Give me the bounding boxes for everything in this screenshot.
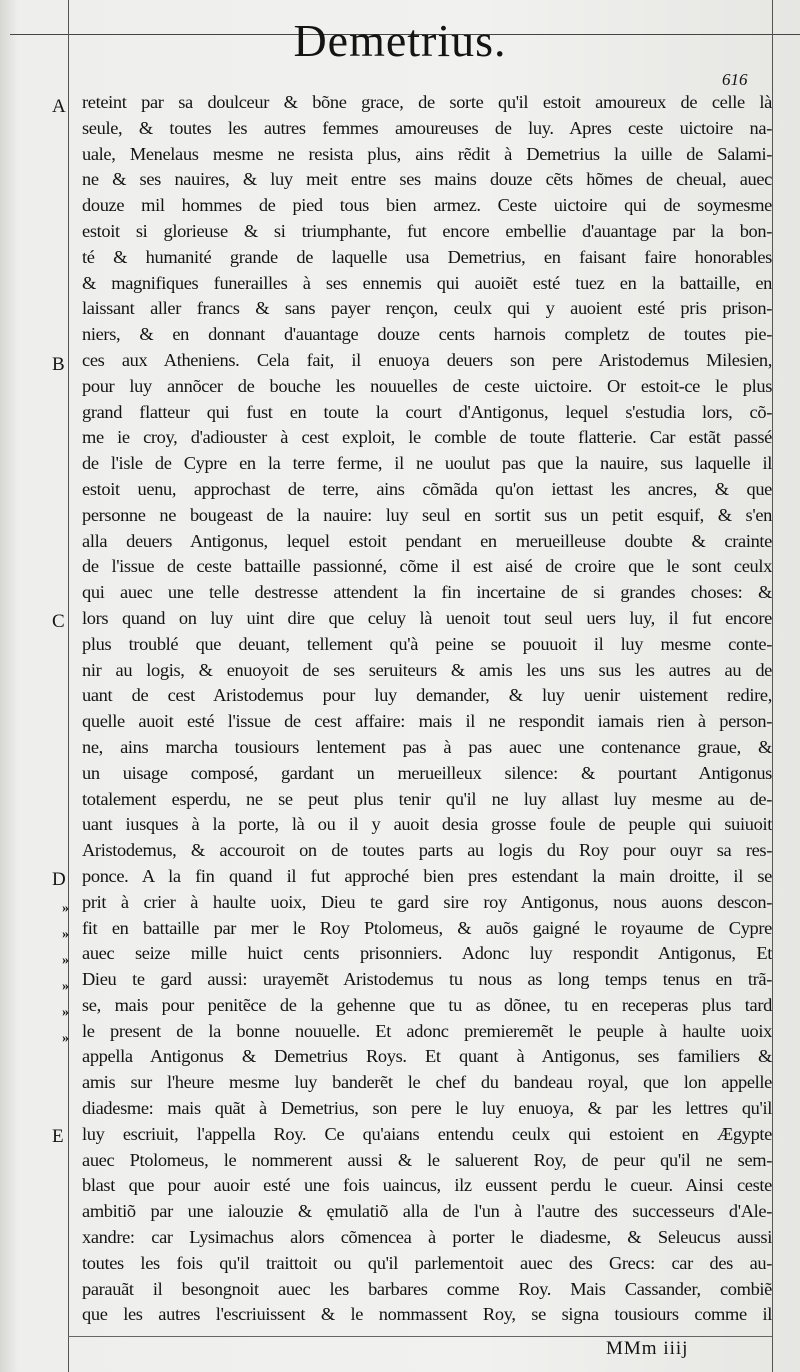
text-line: uale, Menelaus mesme ne resista plus, ains rẽdit à Demetrius la uille de Salami- [82, 143, 772, 164]
text-line: blast que pour auoir esté une fois uaincus, ilz eussent perdu le cueur. Ainsi ceste [82, 1175, 772, 1196]
text-line: luy escriuit, l'appella Roy. Ce qu'aians entendu ceulx qui estoient en Ægypte [82, 1123, 772, 1144]
text-line: fit en battaille par mer le Roy Ptolomeus, & auõs gaigné le royaume de Cypre [82, 917, 772, 938]
text-line: xandre: car Lysimachus alors cõmencea à porter le diadesme, & Seleucus aussi [82, 1227, 772, 1248]
text-line: un uisage composé, gardant un merueilleux silence: & pourtant Antigonus [82, 762, 772, 783]
quotation-mark: » [62, 927, 69, 942]
text-line: ne, ains marcha tousiours lentement pas à pas auec une contenance graue, & [82, 736, 772, 757]
text-line: auec seize mille huict cents prisonniers. Adonc luy respondit Antigonus, Et [82, 943, 772, 964]
page-title: Demetrius. [293, 15, 507, 66]
text-line: de l'issue de ceste battaille passionné, cõme il est aisé de croire que le sont ceulx [82, 556, 772, 577]
text-line: quelle auoit esté l'issue de cest affaire: mais il ne respondit iamais rien à person- [82, 711, 772, 732]
margin-marker-e: E [52, 1126, 64, 1147]
text-line: reteint par sa doulceur & bõne grace, de sorte qu'il estoit amoureux de celle là [82, 92, 772, 112]
text-line: & magnifiques funerailles à ses ennemis qui auoiẽt esté tuez en la battaille, en [82, 272, 772, 293]
text-line: ponce. A la fin quand il fut approché bien pres estendant la main droitte, il se [82, 865, 772, 886]
text-line: estoit si glorieuse & si triumphante, fut encore embellie d'auantage par la bon- [82, 220, 772, 241]
footer-rule [68, 1336, 772, 1337]
text-line: de l'isle de Cypre en la terre ferme, il ne uoulut pas que la nauire, sus laquelle il [82, 453, 772, 474]
text-line: diadesme: mais quãt à Demetrius, son pere le luy enuoya, & par les lettres qu'il [82, 1098, 772, 1119]
text-line: lors quand on luy uint dire que celuy là uenoit tout seul uers luy, il fut encore [82, 607, 772, 628]
quotation-mark: » [62, 1031, 69, 1046]
text-line: appella Antigonus & Demetrius Roys. Et quant à Antigonus, ses familiers & [82, 1046, 772, 1067]
text-line: té & humanité grande de laquelle usa Demetrius, en faisant faire honorables [82, 246, 772, 267]
text-line: le present de la bonne nouuelle. Et adonc premieremẽt le peuple à haulte uoix [82, 1020, 772, 1041]
text-line: personne ne bougeast de la nauire: luy seul en sortit sus un petit esquif, & s'en [82, 504, 772, 525]
text-line: nir au logis, & enuoyoit de ses seruiteurs & amis les uns sus les autres au de [82, 659, 772, 680]
margin-marker-a: A [52, 96, 66, 117]
signature-mark: MMm iiij [606, 1338, 689, 1359]
text-line: alla deuers Antigonus, lequel estoit pendant en merueilleuse doubte & crainte [82, 530, 772, 551]
text-line: Aristodemus, & accouroit on de toutes parts au logis du Roy pour ouyr sa res- [82, 840, 772, 861]
text-line: se, mais pour penitẽce de la gehenne que tu as dõnee, tu en receperas plus tard [82, 994, 772, 1015]
text-line: qui auec une telle destresse attendent la fin incertaine de si grandes choses: & [82, 582, 772, 603]
text-line: ambitiõ par une ialouzie & ęmulatiõ alla de l'un à l'autre des successeurs d'Ale- [82, 1201, 772, 1222]
text-line: auec Ptolomeus, le nommerent aussi & le saluerent Roy, de peur qu'il ne sem- [82, 1149, 772, 1170]
margin-marker-d: D [52, 869, 66, 890]
text-line: que les autres l'escriuissent & le nommassent Roy, se signa tousiours comme il [82, 1304, 772, 1325]
text-line: grand flatteur qui fust en toute la court d'Antigonus, lequel s'estudia lors, cõ- [82, 401, 772, 422]
page-number: 616 [722, 70, 748, 89]
text-line: laissant aller francs & sans payer rençon, ceulx qui y auoient esté pris prison- [82, 298, 772, 319]
text-line: Dieu te gard aussi: urayemẽt Aristodemus tu nous as long temps tenus en trã- [82, 969, 772, 990]
text-line: uant de cest Aristodemus pour luy demander, & luy uenir uistement redire, [82, 685, 772, 706]
text-line: amis sur l'heure mesme luy banderẽt le chef du bandeau royal, que lon appelle [82, 1072, 772, 1093]
text-line: plus troublé que deuant, tellement qu'à peine se pouuoit il luy mesme conte- [82, 633, 772, 654]
quotation-mark: » [62, 1005, 69, 1020]
margin-marker-c: C [52, 611, 65, 632]
text-line: parauãt il besongnoit auec les barbares comme Roy. Mais Cassander, combiẽ [82, 1278, 772, 1299]
text-line: toutes les fois qu'il traittoit ou qu'il parlementoit auec des Grecs: car des au- [82, 1252, 772, 1273]
left-margin-rule [68, 0, 69, 1372]
right-margin-rule [772, 0, 773, 1372]
text-line: estoit uenu, approchast de terre, ains cõmãda qu'on iettast les ancres, & que [82, 478, 772, 499]
text-line: prit à crier à haulte uoix, Dieu te gard sire roy Antigonus, nous auons descon- [82, 891, 772, 912]
text-line: douze mil hommes de pied tous bien armez. Ceste uictoire qui de soymesme [82, 195, 772, 216]
text-line: uant iusques à la porte, là ou il y auoit desia grosse foule de peuple qui suiuoit [82, 814, 772, 835]
text-line: totalement esperdu, ne se peut plus tenir qu'il ne luy allast luy mesme au de- [82, 788, 772, 809]
quotation-mark: » [62, 979, 69, 994]
text-line: me ie croy, d'adiouster à cest exploit, le comble de toute flatterie. Car estãt passé [82, 427, 772, 448]
text-line: ces aux Atheniens. Cela fait, il enuoya deuers son pere Aristodemus Milesien, [82, 349, 772, 370]
text-line: ne & ses nauires, & luy meit entre ses mains douze cẽts hõmes de cheual, auec [82, 169, 772, 190]
text-line: niers, & en donnant d'auantage douze cents harnois completz de toutes pie- [82, 324, 772, 345]
margin-marker-b: B [52, 354, 65, 375]
quotation-mark: » [62, 953, 69, 968]
text-line: seule, & toutes les autres femmes amoureuses de luy. Apres ceste uictoire na- [82, 117, 772, 138]
text-line: pour luy annõcer de bouche les nouuelles de ceste uictoire. Or estoit-ce le plus [82, 375, 772, 396]
body-text [82, 90, 772, 1328]
quotation-mark: » [62, 901, 69, 916]
